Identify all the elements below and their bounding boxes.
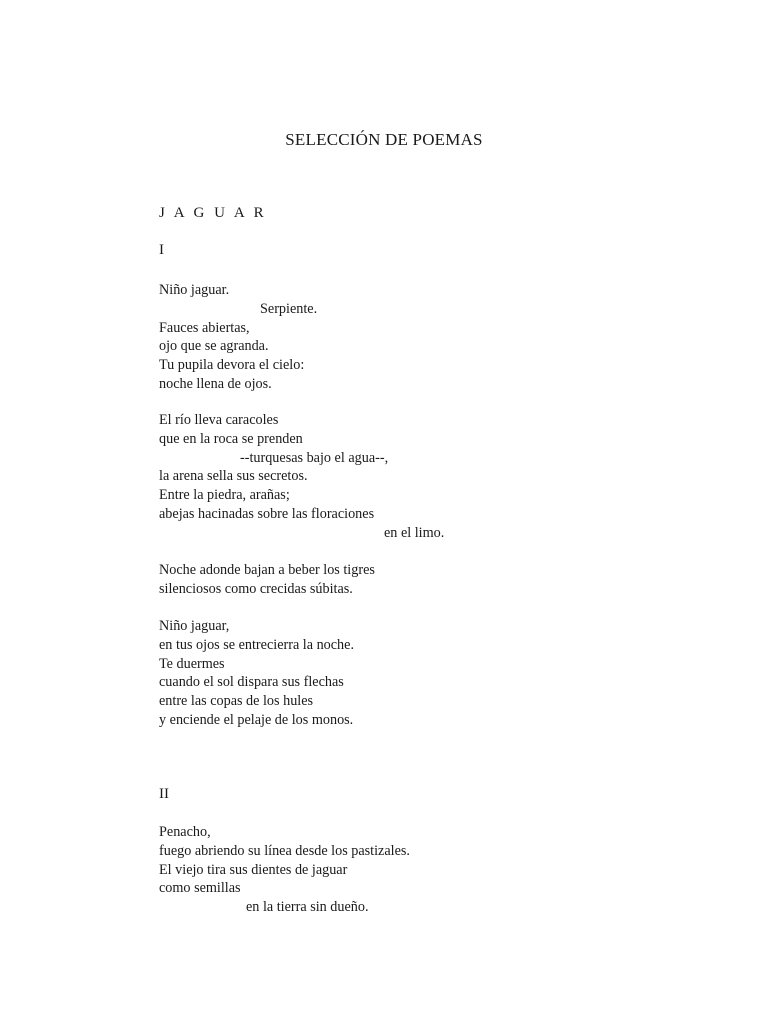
poem-line: Fauces abiertas, <box>159 319 250 336</box>
poem-line: fuego abriendo su línea desde los pastizales. <box>159 842 410 859</box>
poem-line: que en la roca se prenden <box>159 430 303 447</box>
poem-line: como semillas <box>159 880 241 897</box>
poem-line: Te duermes <box>159 655 225 672</box>
poem-line: Niño jaguar. <box>159 282 230 298</box>
poem-line: Penacho, <box>159 824 211 840</box>
stanza-1-1 <box>159 281 317 394</box>
poem-line: cuando el sol dispara sus flechas <box>159 674 344 691</box>
poem-line: Niño jaguar, <box>159 618 230 634</box>
poem-line: El río lleva caracoles <box>159 412 279 428</box>
poem-line: Serpiente. <box>260 300 318 317</box>
poem-line: --turquesas bajo el agua--, <box>240 449 389 466</box>
poem-line: la arena sella sus secretos. <box>159 468 308 485</box>
poem-line: y enciende el pelaje de los monos. <box>159 711 354 728</box>
poem-line: Noche adonde bajan a beber los tigres <box>159 562 375 578</box>
poem-line: abejas hacinadas sobre las floraciones <box>159 505 375 522</box>
section-number-2: II <box>159 786 169 802</box>
stanza-1-2 <box>159 411 444 543</box>
poem-title: J A G U A R <box>159 205 267 221</box>
poem-line: en la tierra sin dueño. <box>246 899 369 916</box>
poem-line: El viejo tira sus dientes de jaguar <box>159 861 348 878</box>
poem-line: noche llena de ojos. <box>159 375 272 392</box>
poem-line: silenciosos como crecidas súbitas. <box>159 580 353 597</box>
document-title: SELECCIÓN DE POEMAS <box>285 130 483 149</box>
stanza-1-3 <box>159 561 375 599</box>
poem-line: Tu pupila devora el cielo: <box>159 357 305 374</box>
section-number-1: I <box>159 242 164 258</box>
poem-line: en tus ojos se entrecierra la noche. <box>159 636 354 653</box>
poem-line: ojo que se agranda. <box>159 338 269 355</box>
poem-line: Entre la piedra, arañas; <box>159 487 290 504</box>
stanza-1-4 <box>159 617 354 730</box>
stanza-2-1 <box>159 823 410 917</box>
poem-line: en el limo. <box>384 524 445 541</box>
poem-line: entre las copas de los hules <box>159 693 314 710</box>
